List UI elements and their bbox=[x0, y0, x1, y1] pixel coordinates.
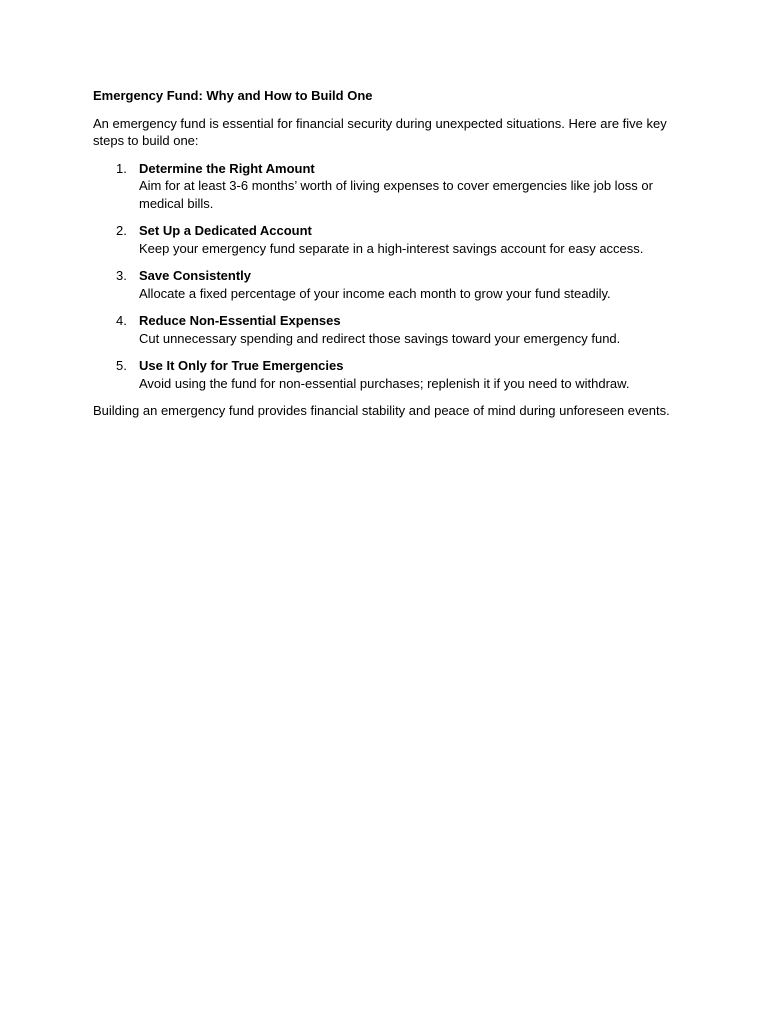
step-text: Cut unnecessary spending and redirect those savings toward your emergency fund. bbox=[139, 330, 621, 346]
steps-list bbox=[93, 160, 683, 393]
list-item bbox=[93, 312, 683, 347]
step-number: 2. bbox=[116, 223, 127, 238]
step-number: 5. bbox=[116, 358, 127, 373]
list-item bbox=[93, 160, 683, 213]
step-text: Allocate a fixed percentage of your income each month to grow your fund steadily. bbox=[139, 285, 611, 301]
step-title: Save Consistently bbox=[139, 268, 251, 283]
step-title: Use It Only for True Emergencies bbox=[139, 358, 344, 373]
step-number: 1. bbox=[116, 160, 127, 176]
step-number: 4. bbox=[116, 313, 127, 328]
step-title: Reduce Non-Essential Expenses bbox=[139, 313, 341, 328]
step-text: Keep your emergency fund separate in a high-interest savings account for easy access. bbox=[139, 240, 644, 256]
step-text: Avoid using the fund for non-essential purchases; replenish it if you need to withdraw. bbox=[139, 375, 630, 391]
closing-paragraph: Building an emergency fund provides financial stability and peace of mind during unforeseen events. bbox=[93, 403, 670, 418]
list-item bbox=[93, 222, 683, 257]
step-number: 3. bbox=[116, 268, 127, 283]
list-item bbox=[93, 357, 683, 392]
step-title: Determine the Right Amount bbox=[139, 160, 315, 176]
list-item bbox=[93, 267, 683, 302]
step-title: Set Up a Dedicated Account bbox=[139, 223, 312, 238]
document-page bbox=[93, 87, 683, 420]
document-title: Emergency Fund: Why and How to Build One bbox=[93, 88, 373, 103]
step-text: Aim for at least 3-6 months’ worth of living expenses to cover emergencies like job loss or medical bills. bbox=[139, 178, 653, 211]
intro-paragraph: An emergency fund is essential for financial security during unexpected situations. Here are five key steps to build one: bbox=[93, 115, 667, 148]
